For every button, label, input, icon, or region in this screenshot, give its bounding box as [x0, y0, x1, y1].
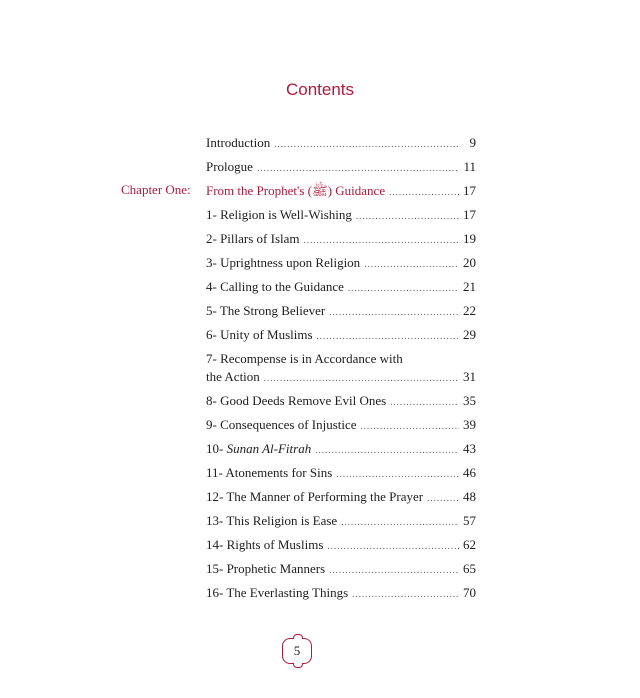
leader-dots	[352, 585, 459, 603]
toc-entry-11[interactable]	[206, 464, 476, 483]
leader-dots	[304, 231, 459, 249]
toc-entry-chapter-one[interactable]	[206, 182, 476, 201]
page-number-text: 5	[293, 643, 301, 658]
entry-page: 19	[463, 231, 476, 246]
entry-page: 31	[463, 369, 476, 384]
toc-entry-14[interactable]	[206, 536, 476, 555]
entry-page: 17	[463, 207, 476, 222]
entry-title: 4- Calling to the Guidance	[206, 279, 344, 294]
toc-entry-prologue[interactable]	[206, 158, 476, 177]
entry-title: the Action	[206, 369, 260, 384]
toc-entry-introduction[interactable]	[206, 134, 476, 153]
entry-page: 43	[463, 441, 476, 456]
entry-page: 20	[463, 255, 476, 270]
toc-entry-3[interactable]	[206, 254, 476, 273]
leader-dots	[274, 135, 460, 153]
entry-title: 8- Good Deeds Remove Evil Ones	[206, 393, 387, 408]
entry-title: From the Prophet's (ﷺ) Guidance	[206, 183, 386, 198]
leader-dots	[257, 159, 460, 177]
toc-entry-2[interactable]	[206, 230, 476, 249]
entry-title	[206, 440, 311, 458]
entry-title: Prologue	[206, 159, 253, 174]
entry-page: 9	[469, 135, 476, 150]
entry-title: 9- Consequences of Injustice	[206, 417, 357, 432]
leader-dots	[315, 441, 459, 459]
entry-title: 12- The Manner of Performing the Prayer	[206, 489, 424, 504]
entry-title: 13- This Religion is Ease	[206, 513, 338, 528]
toc-entry-15[interactable]	[206, 560, 476, 579]
entry-page: 62	[463, 537, 476, 552]
entry-title: 11- Atonements for Sins	[206, 465, 333, 480]
entry-title: 6- Unity of Muslims	[206, 327, 313, 342]
entry-page: 48	[463, 489, 476, 504]
entry-title: 1- Religion is Well-Wishing	[206, 207, 352, 222]
toc-entry-1[interactable]	[206, 206, 476, 225]
leader-dots	[364, 255, 459, 273]
toc-entry-9[interactable]	[206, 416, 476, 435]
entry-title: Introduction	[206, 135, 271, 150]
entry-page: 11	[463, 159, 476, 174]
leader-dots	[264, 369, 459, 387]
leader-dots	[389, 183, 459, 201]
entry-title: 5- The Strong Believer	[206, 303, 326, 318]
entry-page: 17	[463, 183, 476, 198]
entry-title: 15- Prophetic Manners	[206, 561, 326, 576]
toc-entry-5[interactable]	[206, 302, 476, 321]
entry-page: 21	[463, 279, 476, 294]
entry-number: 10-	[206, 441, 227, 456]
entry-title: 16- The Everlasting Things	[206, 585, 349, 600]
leader-dots	[427, 489, 459, 507]
entry-page: 35	[463, 393, 476, 408]
chapter-label: Chapter One:	[121, 182, 191, 197]
page-number	[282, 638, 312, 664]
entry-page: 39	[463, 417, 476, 432]
leader-dots	[341, 513, 459, 531]
toc-entry-8[interactable]	[206, 392, 476, 411]
leader-dots	[329, 561, 459, 579]
toc-entry-13[interactable]	[206, 512, 476, 531]
entry-page: 70	[463, 585, 476, 600]
entry-title-italic: Sunan Al-Fitrah	[226, 441, 312, 456]
entry-title: 14- Rights of Muslims	[206, 537, 324, 552]
leader-dots	[390, 393, 459, 411]
toc-entry-10[interactable]	[206, 440, 476, 459]
entry-page: 22	[463, 303, 476, 318]
leader-dots	[329, 303, 459, 321]
leader-dots	[327, 537, 459, 555]
toc-entry-12[interactable]	[206, 488, 476, 507]
leader-dots	[336, 465, 459, 483]
page-title: Contents	[285, 80, 355, 99]
toc-entry-7[interactable]	[206, 350, 476, 387]
entry-page: 29	[463, 327, 476, 342]
toc-entry-4[interactable]	[206, 278, 476, 297]
leader-dots	[356, 207, 459, 225]
entry-page: 46	[463, 465, 476, 480]
leader-dots	[317, 327, 459, 345]
toc-entry-6[interactable]	[206, 326, 476, 345]
leader-dots	[348, 279, 459, 297]
entry-title-line1: 7- Recompense is in Accordance with	[206, 351, 403, 366]
entry-page: 57	[463, 513, 476, 528]
entry-page: 65	[463, 561, 476, 576]
entry-title: 2- Pillars of Islam	[206, 231, 300, 246]
toc-entry-16[interactable]	[206, 584, 476, 603]
leader-dots	[361, 417, 459, 435]
entry-title: 3- Uprightness upon Religion	[206, 255, 361, 270]
